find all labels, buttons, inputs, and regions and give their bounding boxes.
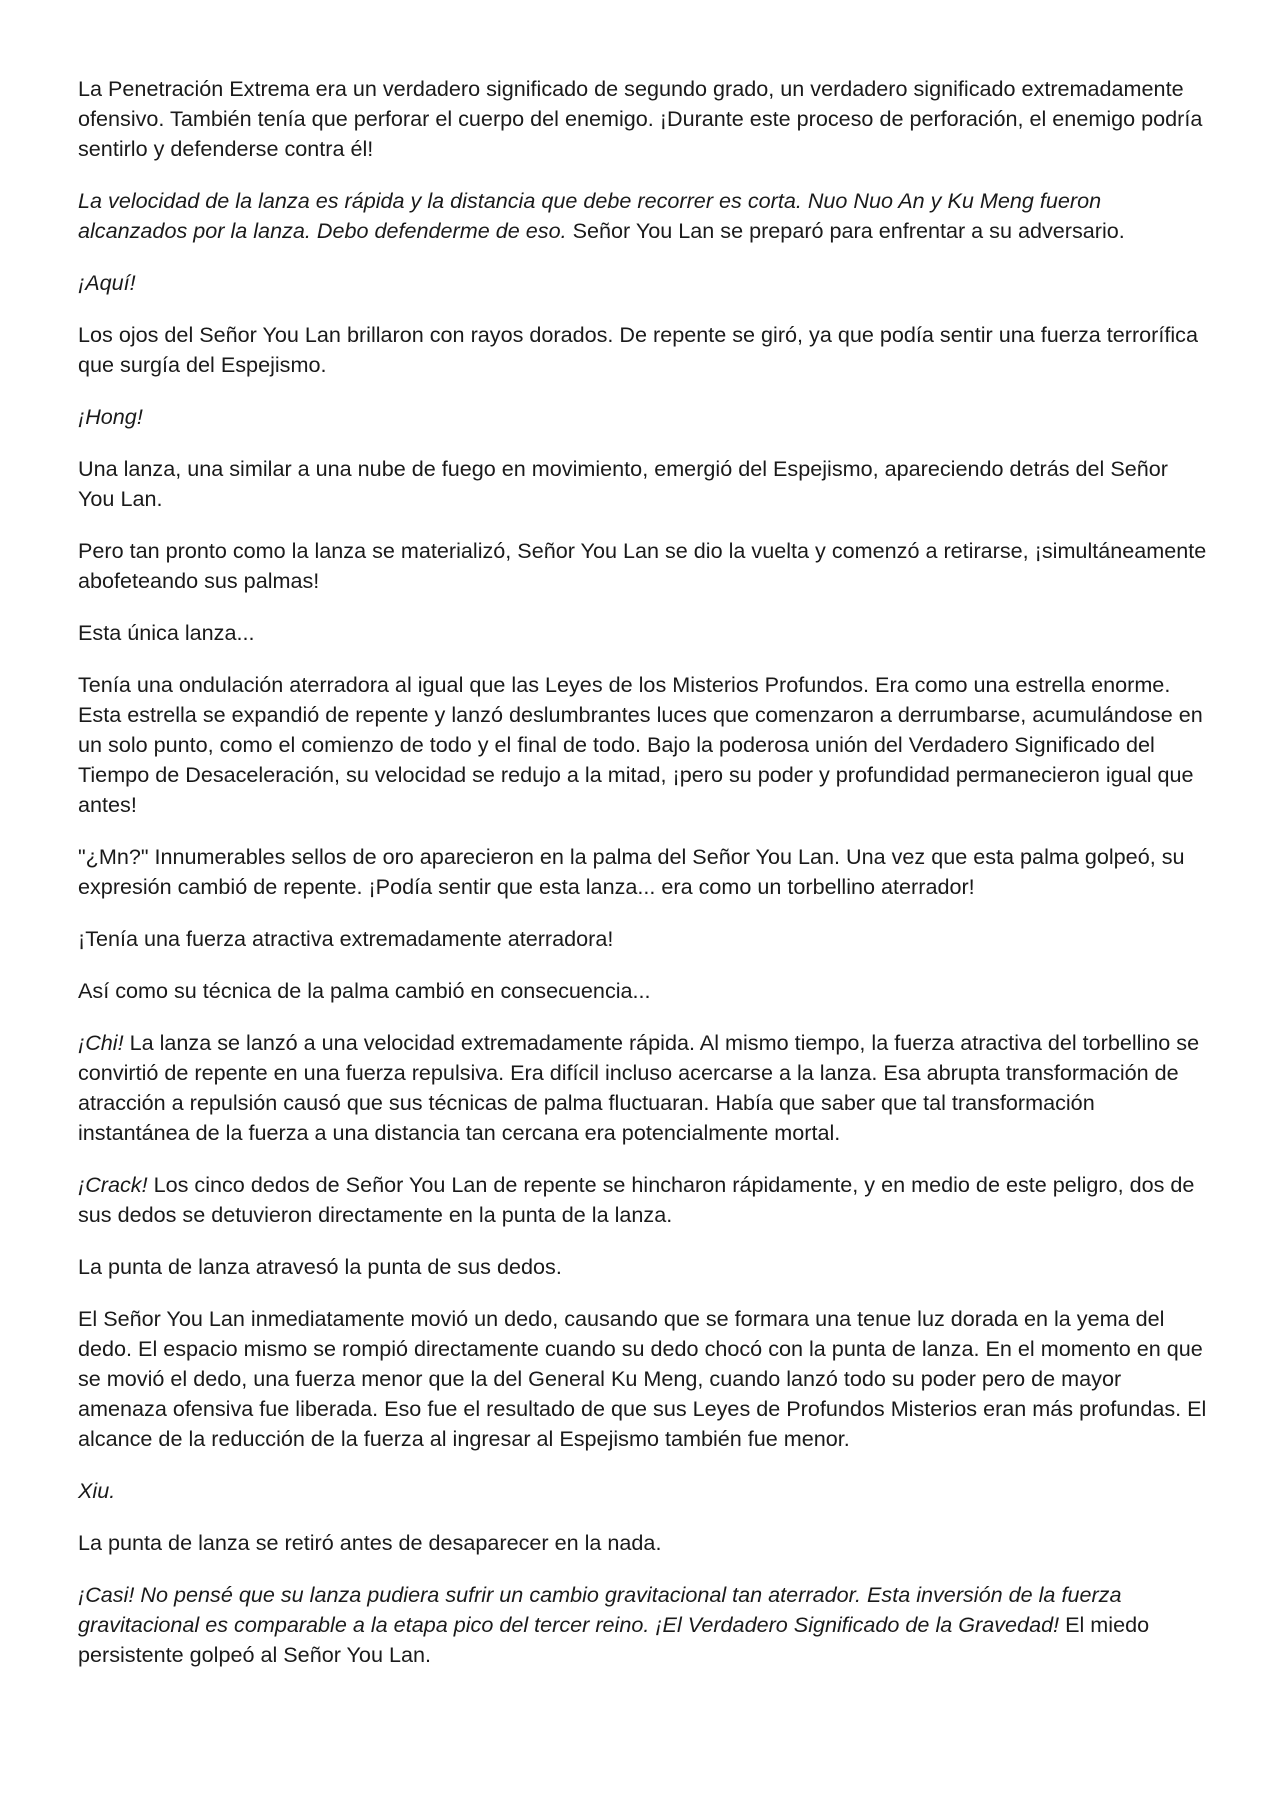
paragraph-17 [78,1476,1208,1506]
paragraph-11 [78,924,1208,954]
italic-thought: ¡Casi! No pensé que su lanza pudiera sufrir un cambio gravitacional tan aterrador. Esta inversión de la fuerza gravitacional es comparable a la etapa pico del tercer reino. ¡El Verdadero Significado de la Gravedad! [78,1582,1122,1637]
paragraph-4 [78,320,1208,380]
italic-sound: ¡Crack! [78,1172,148,1197]
paragraph-18 [78,1528,1208,1558]
italic-thought: La velocidad de la lanza es rápida y la distancia que debe recorrer es corta. Nuo Nuo An y Ku Meng fueron alcanzados por la lanza. Debo defenderme de eso. [78,188,1102,243]
document-page [78,74,1208,1692]
text-segment: Pero tan pronto como la lanza se materializó, Señor You Lan se dio la vuelta y comenzó a retirarse, ¡simultáneamente abofeteando sus palmas! [78,538,1207,593]
text-segment: El miedo persistente golpeó al Señor You Lan. [78,1612,1150,1667]
paragraph-13 [78,1028,1208,1148]
paragraph-9 [78,670,1208,820]
text-segment: La punta de lanza atravesó la punta de sus dedos. [78,1254,562,1279]
paragraph-6 [78,454,1208,514]
text-segment: Los ojos del Señor You Lan brillaron con rayos dorados. De repente se giró, ya que podía sentir una fuerza terrorífica que surgía del Espejismo. [78,322,1198,377]
text-segment: El Señor You Lan inmediatamente movió un dedo, causando que se formara una tenue luz dorada en la yema del dedo. El espacio mismo se rompió directamente cuando su dedo chocó con la punta de lanza. En el momento en que se movió el dedo, una fuerza menor que la del General Ku Meng, cuando lanzó todo su poder pero de mayor amenaza ofensiva fue liberada. Eso fue el resultado de que sus Leyes de Profundos Misterios eran más profundas. El alcance de la reducción de la fuerza al ingresar al Espejismo también fue menor. [78,1306,1207,1451]
paragraph-7 [78,536,1208,596]
text-segment: Una lanza, una similar a una nube de fuego en movimiento, emergió del Espejismo, apareciendo detrás del Señor You Lan. [78,456,1168,511]
paragraph-8 [78,618,1208,648]
paragraph-15 [78,1252,1208,1282]
text-segment: "¿Mn?" Innumerables sellos de oro aparecieron en la palma del Señor You Lan. Una vez que esta palma golpeó, su expresión cambió de repente. ¡Podía sentir que esta lanza... era como un torbellino aterrador! [78,844,1185,899]
text-segment: Así como su técnica de la palma cambió en consecuencia... [78,978,651,1003]
text-segment: Señor You Lan se preparó para enfrentar a su adversario. [566,218,1125,243]
paragraph-16 [78,1304,1208,1454]
paragraph-3 [78,268,1208,298]
italic-exclamation: ¡Aquí! [78,270,136,295]
paragraph-19 [78,1580,1208,1670]
paragraph-12 [78,976,1208,1006]
paragraph-10 [78,842,1208,902]
paragraph-5 [78,402,1208,432]
italic-sound: ¡Hong! [78,404,143,429]
text-segment: Esta única lanza... [78,620,255,645]
paragraph-2 [78,186,1208,246]
italic-sound: ¡Chi! [78,1030,124,1055]
text-segment: La Penetración Extrema era un verdadero significado de segundo grado, un verdadero significado extremadamente ofensivo. También tenía que perforar el cuerpo del enemigo. ¡Durante este proceso de perforación, el enemigo podría sentirlo y defenderse contra él! [78,76,1203,161]
italic-sound: Xiu. [78,1478,116,1503]
text-segment: Los cinco dedos de Señor You Lan de repente se hincharon rápidamente, y en medio de este peligro, dos de sus dedos se detuvieron directamente en la punta de la lanza. [78,1172,1195,1227]
text-segment: La punta de lanza se retiró antes de desaparecer en la nada. [78,1530,662,1555]
paragraph-1 [78,74,1208,164]
text-segment: ¡Tenía una fuerza atractiva extremadamente aterradora! [78,926,614,951]
text-segment: Tenía una ondulación aterradora al igual que las Leyes de los Misterios Profundos. Era como una estrella enorme. Esta estrella se expandió de repente y lanzó deslumbrantes luces que comenzaron a derrumbarse, acumulándose en un solo punto, como el comienzo de todo y el final de todo. Bajo la poderosa unión del Verdadero Significado del Tiempo de Desaceleración, su velocidad se redujo a la mitad, ¡pero su poder y profundidad permanecieron igual que antes! [78,672,1203,817]
paragraph-14 [78,1170,1208,1230]
text-segment: La lanza se lanzó a una velocidad extremadamente rápida. Al mismo tiempo, la fuerza atractiva del torbellino se convirtió de repente en una fuerza repulsiva. Era difícil incluso acercarse a la lanza. Esa abrupta transformación de atracción a repulsión causó que sus técnicas de palma fluctuaran. Había que saber que tal transformación instantánea de la fuerza a una distancia tan cercana era potencialmente mortal. [78,1030,1200,1145]
